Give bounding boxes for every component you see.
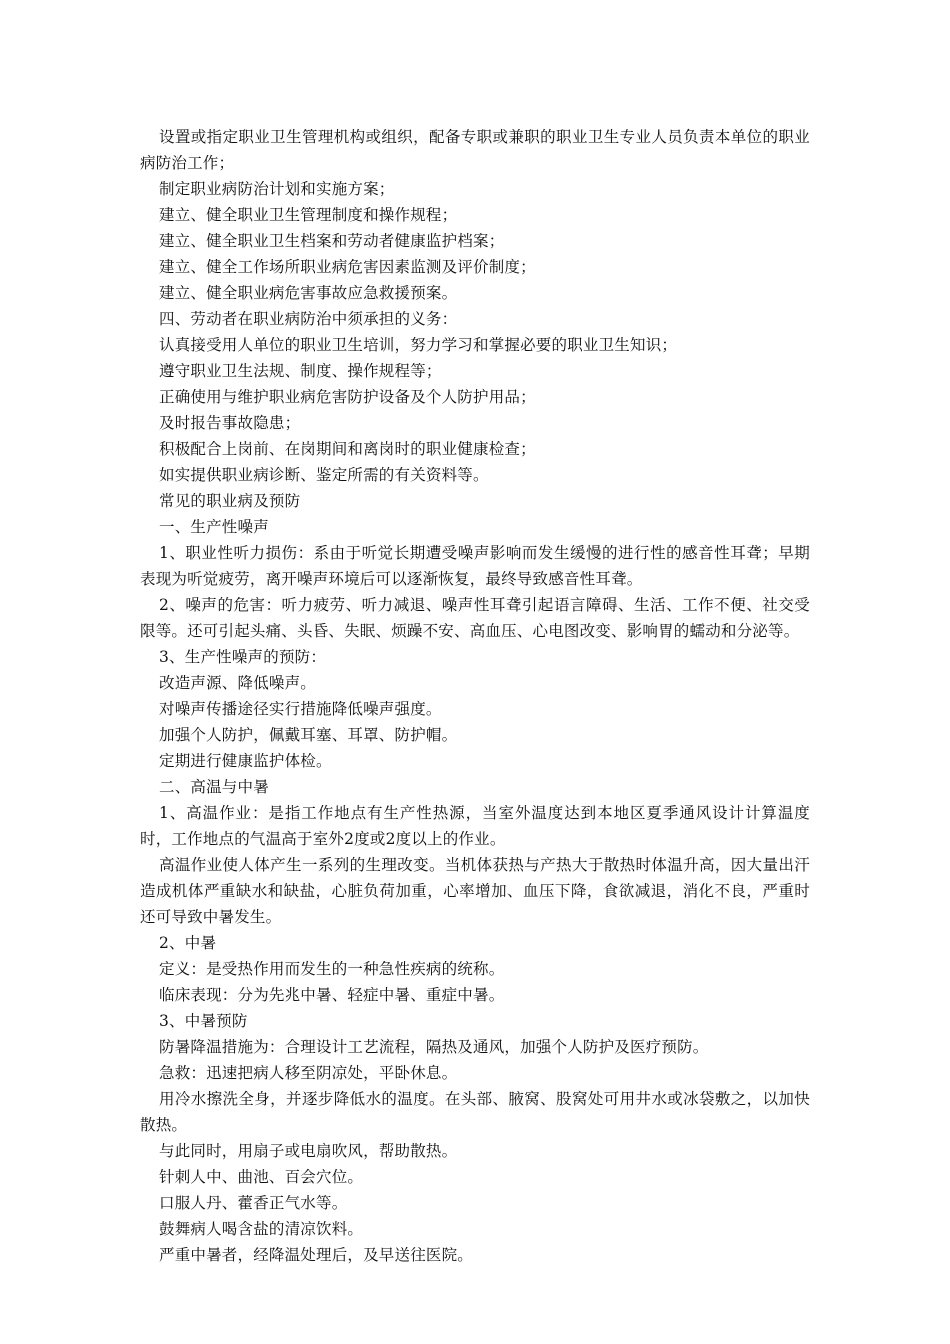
paragraph-high-temp-work: 1、高温作业：是指工作地点有生产性热源，当室外温度达到本地区夏季通风设计计算温度时，工作地点的气温高于室外2度或2度以上的作业。 <box>140 804 810 848</box>
paragraph-hazard-monitoring: 建立、健全工作场所职业病危害因素监测及评价制度； <box>159 258 536 276</box>
heading-heat-stroke: 二、高温与中暑 <box>159 778 269 796</box>
paragraph-clinical-manifestation: 临床表现：分为先兆中暑、轻症中暑、重症中暑。 <box>159 986 505 1004</box>
paragraph-prevention-plan: 制定职业病防治计划和实施方案； <box>159 180 395 198</box>
heading-industrial-noise: 一、生产性噪声 <box>159 518 269 536</box>
paragraph-definition: 定义：是受热作用而发生的一种急性疾病的统称。 <box>159 960 505 978</box>
paragraph-hospital: 严重中暑者，经降温处理后，及早送往医院。 <box>159 1246 474 1264</box>
paragraph-hearing-damage: 1、职业性听力损伤：系由于听觉长期遭受噪声影响而发生缓慢的进行性的感音性耳聋；早期表现为听觉疲劳，离开噪声环境后可以逐渐恢复，最终导致感音性耳聋。 <box>140 544 810 588</box>
heading-common-diseases: 常见的职业病及预防 <box>159 492 301 510</box>
paragraph-oral-medicine: 口服人丹、藿香正气水等。 <box>159 1194 348 1212</box>
paragraph-health-records: 建立、健全职业卫生档案和劳动者健康监护档案； <box>159 232 505 250</box>
paragraph-provide-materials: 如实提供职业病诊断、鉴定所需的有关资料等。 <box>159 466 489 484</box>
paragraph-fan: 与此同时，用扇子或电扇吹风，帮助散热。 <box>159 1142 458 1160</box>
paragraph-obey-regulations: 遵守职业卫生法规、制度、操作规程等； <box>159 362 442 380</box>
paragraph-cooling-measures: 防暑降温措施为：合理设计工艺流程，隔热及通风，加强个人防护及医疗预防。 <box>159 1038 709 1056</box>
paragraph-noise-hazards: 2、噪声的危害：听力疲劳、听力减退、噪声性耳聋引起语言障碍、生活、工作不便、社交受限等。还可引起头痛、头昏、失眠、烦躁不安、高血压、心电图改变、影响胃的蠕动和分泌等。 <box>140 596 810 640</box>
paragraph-accept-training: 认真接受用人单位的职业卫生培训，努力学习和掌握必要的职业卫生知识； <box>159 336 678 354</box>
paragraph-emergency-plan: 建立、健全职业病危害事故应急救援预案。 <box>159 284 458 302</box>
paragraph-physiological-changes: 高温作业使人体产生一系列的生理改变。当机体获热与产热大于散热时体温升高，因大量出汗造成机体严重缺水和缺盐，心脏负荷加重，心率增加、血压下降，食欲减退，消化不良，严重时还可导致中暑发生。 <box>140 856 810 926</box>
paragraph-acupuncture: 针刺人中、曲池、百会穴位。 <box>159 1168 364 1186</box>
heading-heatstroke: 2、中暑 <box>159 934 217 952</box>
heading-worker-obligations: 四、劳动者在职业病防治中须承担的义务： <box>159 310 458 328</box>
paragraph-occupational-health-org: 设置或指定职业卫生管理机构或组织，配备专职或兼职的职业卫生专业人员负责本单位的职业病防治工作； <box>140 128 810 172</box>
paragraph-cold-water: 用冷水擦洗全身，并逐步降低水的温度。在头部、腋窝、股窝处可用井水或冰袋敷之，以加快散热。 <box>140 1090 810 1134</box>
paragraph-noise-path: 对噪声传播途径实行措施降低噪声强度。 <box>159 700 442 718</box>
paragraph-first-aid: 急救：迅速把病人移至阴凉处，平卧休息。 <box>159 1064 458 1082</box>
paragraph-use-protective-equipment: 正确使用与维护职业病危害防护设备及个人防护用品； <box>159 388 536 406</box>
heading-heatstroke-prevention: 3、中暑预防 <box>159 1012 248 1030</box>
paragraph-reduce-source: 改造声源、降低噪声。 <box>159 674 317 692</box>
paragraph-health-examinations: 积极配合上岗前、在岗期间和离岗时的职业健康检查； <box>159 440 536 458</box>
paragraph-salt-drinks: 鼓舞病人喝含盐的清凉饮料。 <box>159 1220 364 1238</box>
heading-noise-prevention: 3、生产性噪声的预防： <box>159 648 327 666</box>
paragraph-health-checkups: 定期进行健康监护体检。 <box>159 752 332 770</box>
paragraph-personal-protection: 加强个人防护，佩戴耳塞、耳罩、防护帽。 <box>159 726 458 744</box>
paragraph-report-hazards: 及时报告事故隐患； <box>159 414 301 432</box>
document-body <box>140 124 810 1268</box>
paragraph-management-rules: 建立、健全职业卫生管理制度和操作规程； <box>159 206 458 224</box>
